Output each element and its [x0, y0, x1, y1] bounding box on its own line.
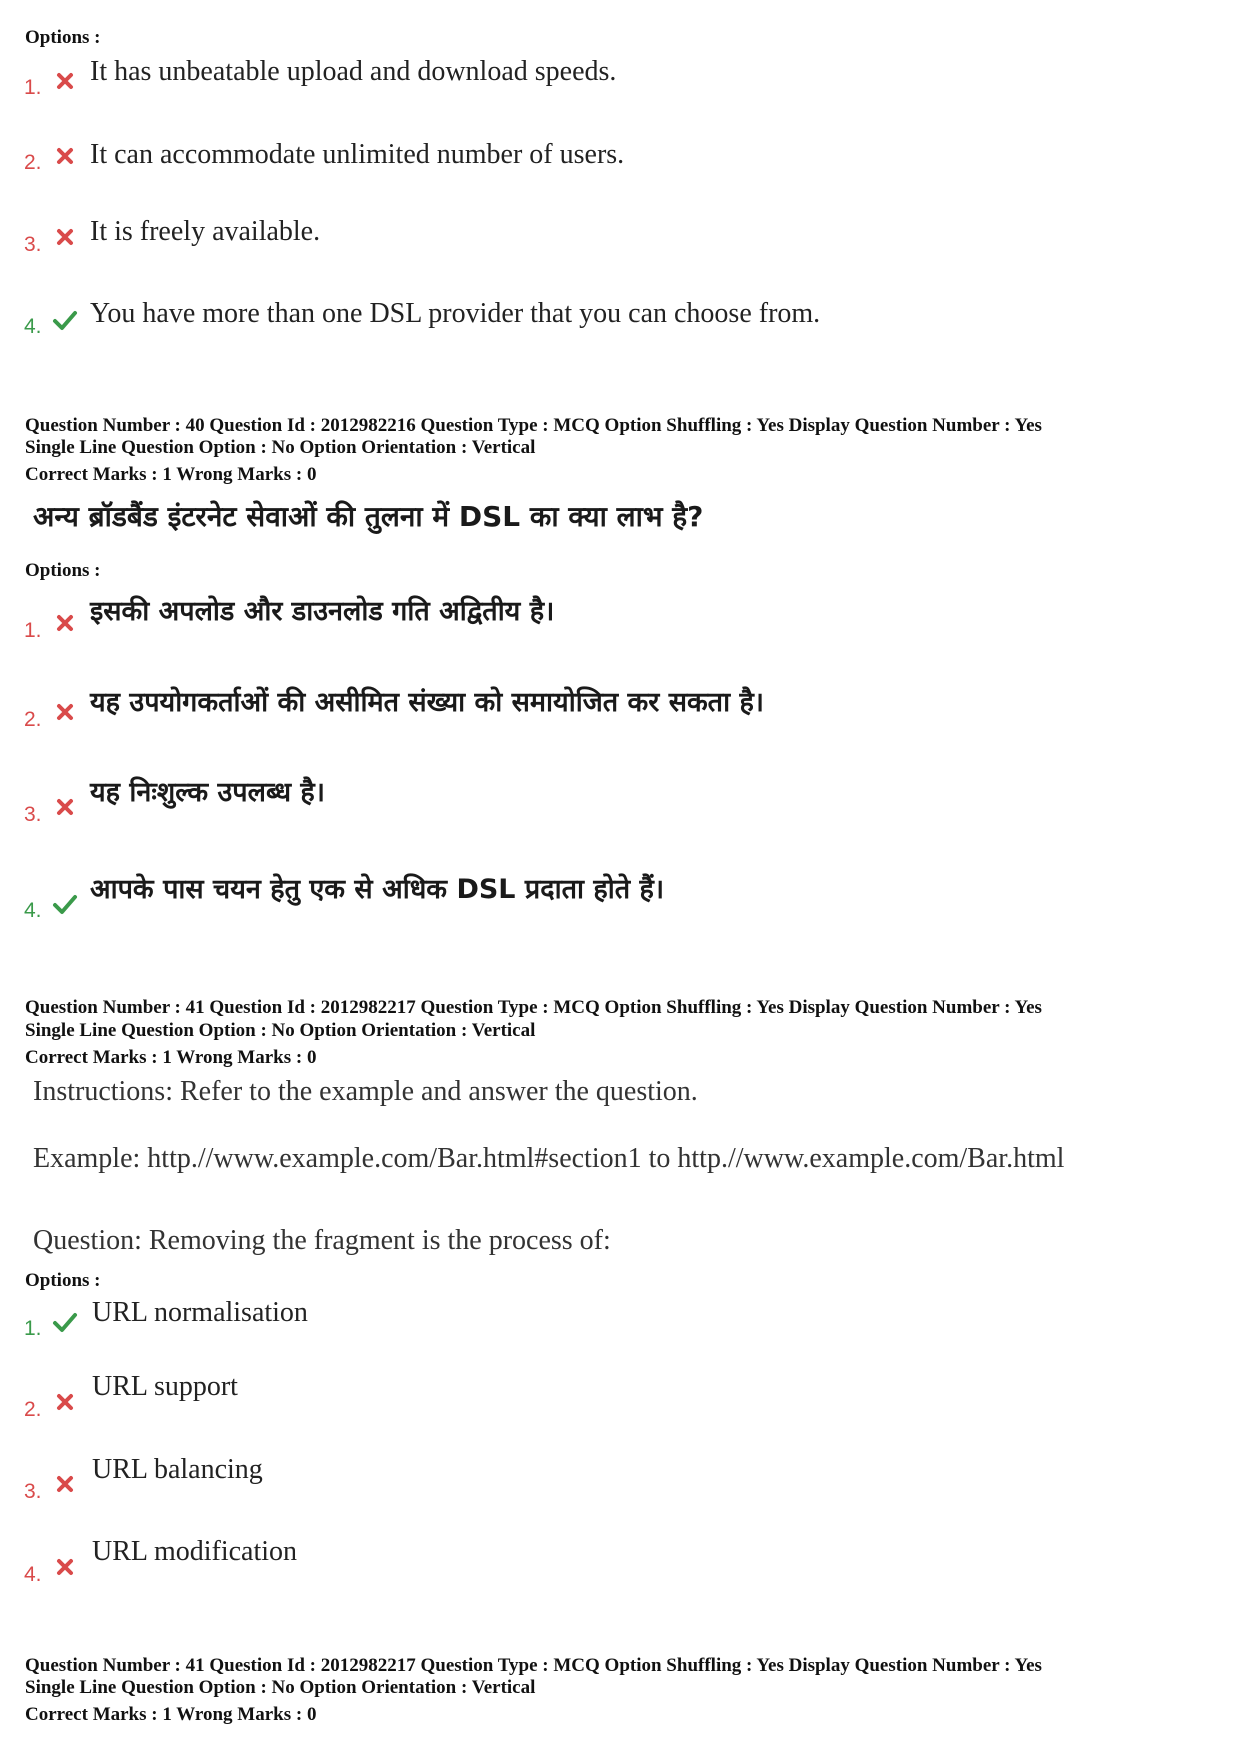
option-text: यह उपयोगकर्ताओं की असीमित संख्या को समायोजित कर सकता है। — [90, 687, 765, 718]
option-text: It can accommodate unlimited number of users. — [90, 139, 625, 170]
question-text: अन्य ब्रॉडबैंड इंटरनेट सेवाओं की तुलना में DSL का क्या लाभ है? — [33, 500, 704, 533]
cross-icon — [54, 1391, 76, 1413]
option-number: 1. — [24, 619, 42, 642]
option-number: 2. — [24, 1398, 42, 1421]
question-marks: Correct Marks : 1 Wrong Marks : 0 — [25, 1704, 317, 1725]
cross-icon — [54, 145, 76, 167]
option-number: 4. — [24, 899, 42, 922]
option-text: It has unbeatable upload and download speeds. — [90, 56, 617, 87]
option-number: 2. — [24, 151, 42, 174]
option-text: URL normalisation — [92, 1297, 308, 1328]
options-label: Options : — [25, 1270, 101, 1291]
cross-icon — [54, 796, 76, 818]
question-instructions: Instructions: Refer to the example and answer the question. — [33, 1076, 698, 1107]
option-text: URL support — [92, 1371, 238, 1402]
question-meta: Question Number : 41 Question Id : 2012982217 Question Type : MCQ Option Shuffling : Yes Display Question Number : Yes — [25, 1655, 1042, 1676]
check-icon — [52, 893, 78, 915]
option-text: URL modification — [92, 1536, 298, 1567]
option-number: 2. — [24, 708, 42, 731]
option-text: URL balancing — [92, 1454, 263, 1485]
check-icon — [52, 1311, 78, 1333]
option-number: 4. — [24, 1563, 42, 1586]
question-meta: Question Number : 40 Question Id : 2012982216 Question Type : MCQ Option Shuffling : Yes Display Question Number : Yes — [25, 415, 1042, 436]
question-meta: Question Number : 41 Question Id : 2012982217 Question Type : MCQ Option Shuffling : Yes Display Question Number : Yes — [25, 997, 1042, 1018]
option-number: 4. — [24, 315, 42, 338]
option-number: 3. — [24, 233, 42, 256]
option-text: It is freely available. — [90, 216, 321, 247]
check-icon — [52, 309, 78, 331]
option-text: आपके पास चयन हेतु एक से अधिक DSL प्रदाता होते हैं। — [90, 874, 665, 905]
cross-icon — [54, 226, 76, 248]
option-number: 1. — [24, 1317, 42, 1340]
question-text: Question: Removing the fragment is the process of: — [33, 1225, 611, 1256]
question-meta: Single Line Question Option : No Option Orientation : Vertical — [25, 1677, 536, 1698]
option-number: 3. — [24, 803, 42, 826]
options-label: Options : — [25, 27, 101, 48]
question-meta: Single Line Question Option : No Option Orientation : Vertical — [25, 437, 536, 458]
option-text: इसकी अपलोड और डाउनलोड गति अद्वितीय है। — [90, 596, 555, 627]
cross-icon — [54, 1556, 76, 1578]
option-number: 3. — [24, 1480, 42, 1503]
options-label: Options : — [25, 560, 101, 581]
question-meta: Single Line Question Option : No Option Orientation : Vertical — [25, 1020, 536, 1041]
cross-icon — [54, 701, 76, 723]
question-marks: Correct Marks : 1 Wrong Marks : 0 — [25, 464, 317, 485]
option-text: यह निःशुल्क उपलब्ध है। — [90, 777, 325, 808]
option-number: 1. — [24, 76, 42, 99]
cross-icon — [54, 612, 76, 634]
question-example: Example: http.//www.example.com/Bar.html#section1 to http.//www.example.com/Bar.html — [33, 1143, 1065, 1174]
cross-icon — [54, 1473, 76, 1495]
cross-icon — [54, 70, 76, 92]
question-marks: Correct Marks : 1 Wrong Marks : 0 — [25, 1047, 317, 1068]
option-text: You have more than one DSL provider that you can choose from. — [90, 298, 821, 329]
